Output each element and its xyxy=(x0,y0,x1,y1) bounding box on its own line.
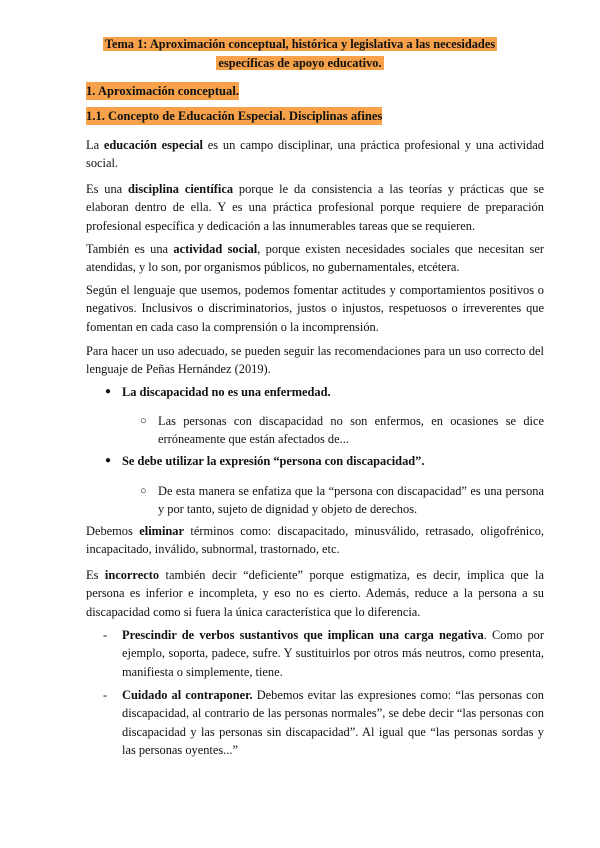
bold-term: incorrecto xyxy=(104,568,160,582)
dash-marker: - xyxy=(103,628,108,642)
title-line-1: Tema 1: Aproximación conceptual, histórica y legislativa a las necesidades xyxy=(104,37,496,51)
bullet-marker: ● xyxy=(105,386,112,397)
section-heading: 1. Aproximación conceptual. xyxy=(86,82,239,100)
title-line-2: específicas de apoyo educativo. xyxy=(218,55,382,70)
subsection-heading: 1.1. Concepto de Educación Especial. Disciplinas afines xyxy=(86,107,382,125)
bullet-item-1: ● La discapacidad no es una enfermedad. xyxy=(105,383,545,401)
paragraph-1: La educación especial es un campo disciplinar, una práctica profesional y una actividad social. xyxy=(86,138,544,171)
dash-marker: - xyxy=(103,688,108,702)
circle-marker: ○ xyxy=(140,415,147,427)
paragraph-6: Debemos eliminar términos como: discapacitado, minusválido, retrasado, oligofrénico, incapacitado, inválido, subnormal, trastornado, etc. xyxy=(86,524,544,557)
dash-item-1: - Prescindir de verbos sustantivos que implican una carga negativa. Como por ejemplo, soporta, padece, sufre. Y sustituirlos por otros más neutros, como presenta, manifiesta o simplemente, tiene. xyxy=(103,628,545,679)
paragraph-5: Para hacer un uso adecuado, se pueden seguir las recomendaciones para un uso correcto del lenguaje de Peñas Hernández (2019). xyxy=(86,344,544,377)
bullet-item-2: ● Se debe utilizar la expresión “persona con discapacidad”. xyxy=(105,452,545,470)
paragraph-2: Es una disciplina científica porque le da consistencia a las teorías y prácticas que se elaboran dentro de ella. Y es una práctica profesional porque requiere de preparación profesional específica y dedicación a las innumerables tareas que se requieren. xyxy=(86,182,544,233)
bold-term: eliminar xyxy=(139,524,184,538)
sub-bullet-2: ○ De esta manera se enfatiza que la “persona con discapacidad” es una persona y por tanto, sujeto de dignidad y objeto de derechos. xyxy=(140,484,544,517)
bold-term: actividad social xyxy=(173,242,258,256)
bullet-marker: ● xyxy=(105,455,112,466)
bold-term: disciplina científica xyxy=(128,182,234,196)
paragraph-7: Es incorrecto también decir “deficiente” porque estigmatiza, es decir, implica que la persona es inferior e incompleta, y eso no es cierto. Además, reduce a la persona a su discapacidad como si fuera la única característica que lo diferencia. xyxy=(86,568,544,619)
bold-term: educación especial xyxy=(103,138,203,152)
page-title xyxy=(0,35,600,72)
dash-item-2: - Cuidado al contraponer. Debemos evitar las expresiones como: “las personas con discapacidad, al contrario de las personas normales”, se debe decir “las personas con discapacidad y las personas sin discapacidad”. Al igual que “las personas sordas y las personas oyentes...” xyxy=(103,688,544,758)
circle-marker: ○ xyxy=(140,485,147,497)
paragraph-4: Según el lenguaje que usemos, podemos fomentar actitudes y comportamientos positivos o negativos. Inclusivos o discriminatorios, justos o injustos, respetuosos o irreverentes que fomentan en cada caso la comprensión o la incomprensión. xyxy=(86,283,544,334)
sub-bullet-1: ○ Las personas con discapacidad no son enfermos, en ocasiones se dice erróneamente que están afectados de... xyxy=(140,414,544,447)
paragraph-3: También es una actividad social, porque existen necesidades sociales que necesitan ser atendidas, y lo son, por organismos públicos, no gubernamentales, etcétera. xyxy=(86,242,544,275)
